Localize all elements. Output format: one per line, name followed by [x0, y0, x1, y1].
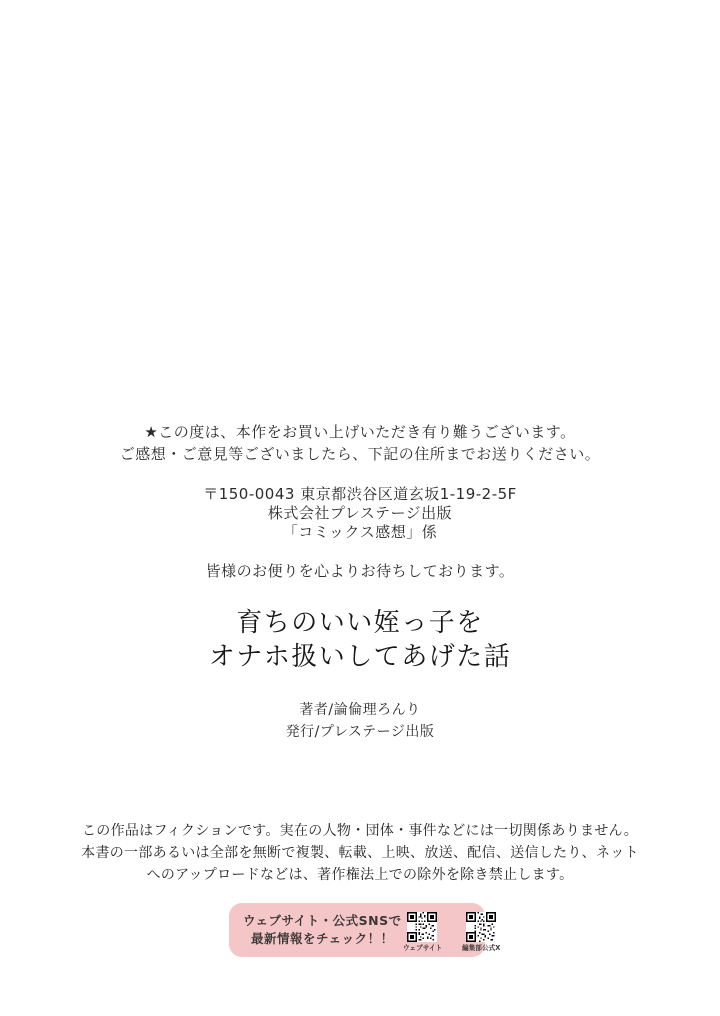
disclaimer-line2: 本書の一部あるいは全部を無断で複製、転載、上映、放送、配信、送信したり、ネット: [81, 845, 639, 861]
greeting-line1: ★この度は、本作をお買い上げいただき有り難うございます。: [144, 423, 576, 441]
disclaimer-line3: へのアップロードなどは、著作権法上での除外を除き禁止します。: [146, 867, 574, 883]
author-credit: 著者/論倫理ろんり: [299, 702, 421, 718]
greeting-line2: ご感想・ご意見等ございましたら、下記の住所までお送りください。: [119, 445, 601, 463]
address-department-line: 「コミックス感想」係: [282, 523, 438, 541]
address-company-line: 株式会社プレステージ出版: [267, 504, 453, 522]
publisher-credit: 発行/プレステージ出版: [285, 724, 435, 740]
disclaimer-line1: この作品はフィクションです。実在の人物・団体・事件などには一切関係ありません。: [81, 823, 639, 839]
awaiting-letters-text: 皆様のお便りを心よりお待ちしております。: [205, 562, 515, 580]
sns-promo-banner: [229, 903, 501, 957]
credits: [0, 699, 720, 743]
book-title-line2: オナホ扱いしてあげた話: [208, 642, 512, 672]
qr-item-official-x: [461, 912, 501, 953]
qr-code-website-icon: [407, 912, 437, 942]
qr-label-official-x: 編集部公式X: [461, 943, 501, 952]
qr-label-website: ウェブサイト: [402, 943, 442, 952]
publisher-address: [0, 485, 720, 542]
sns-promo-text: [243, 912, 402, 948]
copyright-disclaimer: [0, 820, 720, 886]
address-postal-line: 〒150-0043 東京都渋谷区道玄坂1-19-2-5F: [203, 485, 517, 503]
qr-code-official-x-icon: [466, 912, 496, 942]
qr-code-group: [402, 912, 502, 953]
book-title-line1: 育ちのいい姪っ子を: [236, 608, 484, 638]
qr-item-website: [402, 912, 443, 953]
sns-promo-line2: 最新情報をチェック！！: [250, 931, 394, 946]
greeting-text: [0, 421, 720, 465]
book-title: [0, 606, 720, 674]
sns-promo-line1: ウェブサイト・公式SNSで: [243, 913, 402, 928]
